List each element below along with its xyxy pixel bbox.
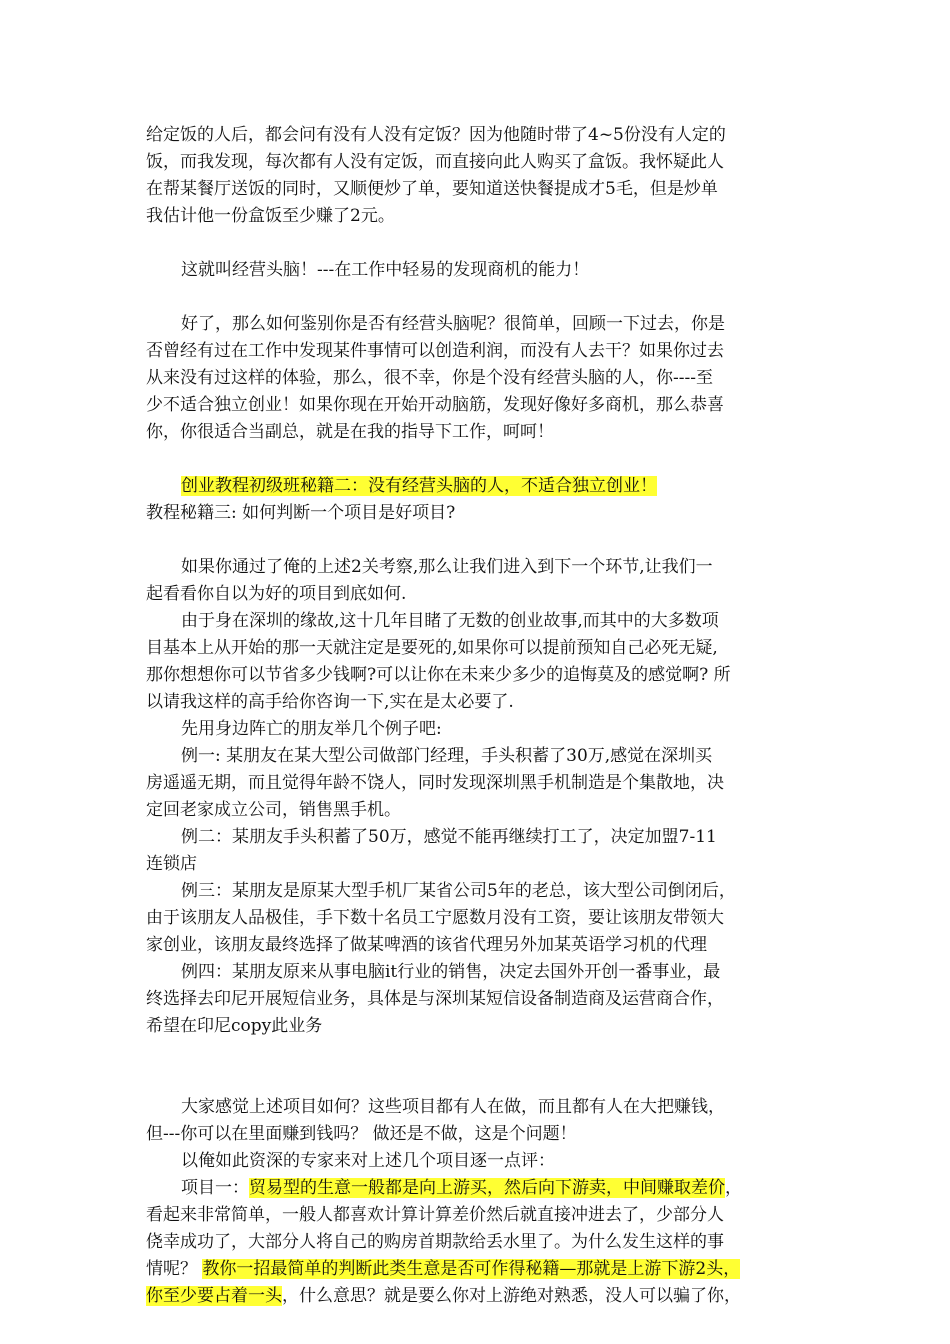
paragraph-intro (146, 554, 806, 608)
paragraph-shenzhen (146, 608, 806, 716)
text-line: 但---你可以在里面赚到钱吗？ 做还是不做，这是个问题！ (146, 1124, 577, 1144)
text-line: 如果你通过了俺的上述2关考察,那么让我们进入到下一个环节,让我们一 (181, 557, 713, 577)
text-line: 少不适合独立创业！如果你现在开始开动脑筋，发现好像好多商机，那么恭喜 (146, 395, 724, 415)
text-line: 连锁店 (146, 854, 197, 874)
text-line: 看起来非常简单，一般人都喜欢计算计算差价然后就直接冲进去了，少部分人 (146, 1205, 724, 1225)
text-line: 例一: 某朋友在某大型公司做部门经理，手头积蓄了30万,感觉在深圳买 (181, 746, 713, 766)
text-line: 例四：某朋友原来从事电脑it行业的销售，决定去国外开创一番事业，最 (181, 962, 721, 982)
paragraph-business-mind: 这就叫经营头脑！---在工作中轻易的发现商机的能力！ (181, 260, 590, 280)
text-line: 终选择去印尼开展短信业务，具体是与深圳某短信设备制造商及运营商合作， (146, 989, 724, 1009)
document-page (146, 122, 806, 1310)
text-line: 我估计他一份盒饭至少赚了2元。 (146, 206, 395, 226)
text-line: 饭，而我发现，每次都有人没有定饭，而直接向此人购买了盒饭。我怀疑此人 (146, 152, 724, 172)
text-line: 例二：某朋友手头积蓄了50万，感觉不能再继续打工了，决定加盟7-11 (181, 827, 717, 847)
text-line: 那你想想你可以节省多少钱啊?可以让你在未来少多少的追悔莫及的感觉啊? 所 (146, 665, 731, 685)
secret-two-heading (146, 473, 806, 500)
text-line (146, 1256, 806, 1283)
text-line: 从来没有过这样的体验，那么，很不幸，你是个没有经营头脑的人，你----至 (146, 368, 713, 388)
text-line: 房遥遥无期，而且觉得年龄不饶人，同时发现深圳黑手机制造是个集散地，决 (146, 773, 724, 793)
text-line: 你，你很适合当副总，就是在我的指导下工作，呵呵！ (146, 422, 554, 442)
paragraph-review-intro: 以俺如此资深的专家来对上述几个项目逐一点评： (181, 1151, 555, 1171)
text-line: 由于该朋友人品极佳，手下数十名员工宁愿数月没有工资，要让该朋友带领大 (146, 908, 724, 928)
highlighted-text: 教你一招最简单的判断此类生意是否可作得秘籍—那就是上游下游2头， (202, 1259, 741, 1279)
text-span: ，什么意思？就是要么你对上游绝对熟悉，没人可以骗了你， (282, 1286, 741, 1306)
text-line: 例三：某朋友是原某大型手机厂某省公司5年的老总，该大型公司倒闭后， (181, 881, 736, 901)
paragraph-self-check (146, 311, 806, 446)
text-line: 给定饭的人后，都会问有没有人没有定饭？因为他随时带了4~5份没有人定的 (146, 125, 726, 145)
text-line: 目基本上从开始的那一天就注定是要死的,如果你可以提前预知自己必死无疑, (146, 638, 718, 658)
text-line: 起看看你自以为好的项目到底如何. (146, 584, 407, 604)
example-one (146, 743, 806, 824)
text-line: 定回老家成立公司，销售黑手机。 (146, 800, 401, 820)
example-four (146, 959, 806, 1040)
text-line: 在帮某餐厅送饭的同时，又顺便炒了单，要知道送快餐提成才5毛，但是炒单 (146, 179, 718, 199)
highlighted-text: 创业教程初级班秘籍二：没有经营头脑的人，不适合独立创业！ (181, 476, 657, 496)
text-line (146, 1283, 806, 1310)
paragraph-fan-story (146, 122, 806, 230)
text-line: 否曾经有过在工作中发现某件事情可以创造利润，而没有人去干？如果你过去 (146, 341, 724, 361)
highlighted-text: 贸易型的生意一般都是向上游买，然后向下游卖，中间赚取差价 (249, 1178, 725, 1198)
highlighted-text: 你至少要占着一头 (146, 1286, 282, 1306)
text-line: 由于身在深圳的缘故,这十几年目睹了无数的创业故事,而其中的大多数项 (181, 611, 719, 631)
text-line: 好了，那么如何鉴别你是否有经营头脑呢？很简单，回顾一下过去，你是 (181, 314, 725, 334)
text-line (146, 1175, 806, 1202)
example-two (146, 824, 806, 878)
text-line: 侥幸成功了，大部分人将自己的购房首期款给丢水里了。为什么发生这样的事 (146, 1232, 724, 1252)
paragraph-question (146, 1094, 806, 1148)
text-line: 大家感觉上述项目如何？这些项目都有人在做，而且都有人在大把赚钱， (181, 1097, 725, 1117)
text-span: ， (725, 1178, 742, 1198)
project-label: 项目一： (181, 1178, 249, 1198)
project-one-review (146, 1175, 806, 1310)
text-line: 家创业，该朋友最终选择了做某啤酒的该省代理另外加某英语学习机的代理 (146, 935, 707, 955)
text-line: 以请我这样的高手给你咨询一下,实在是太必要了. (146, 692, 514, 712)
text-span: 情呢？ (146, 1259, 203, 1279)
secret-three-heading: 教程秘籍三: 如何判断一个项目是好项目? (146, 503, 456, 523)
example-three (146, 878, 806, 959)
paragraph-examples-intro: 先用身边阵亡的朋友举几个例子吧: (181, 719, 442, 739)
text-line: 希望在印尼copy此业务 (146, 1016, 323, 1036)
